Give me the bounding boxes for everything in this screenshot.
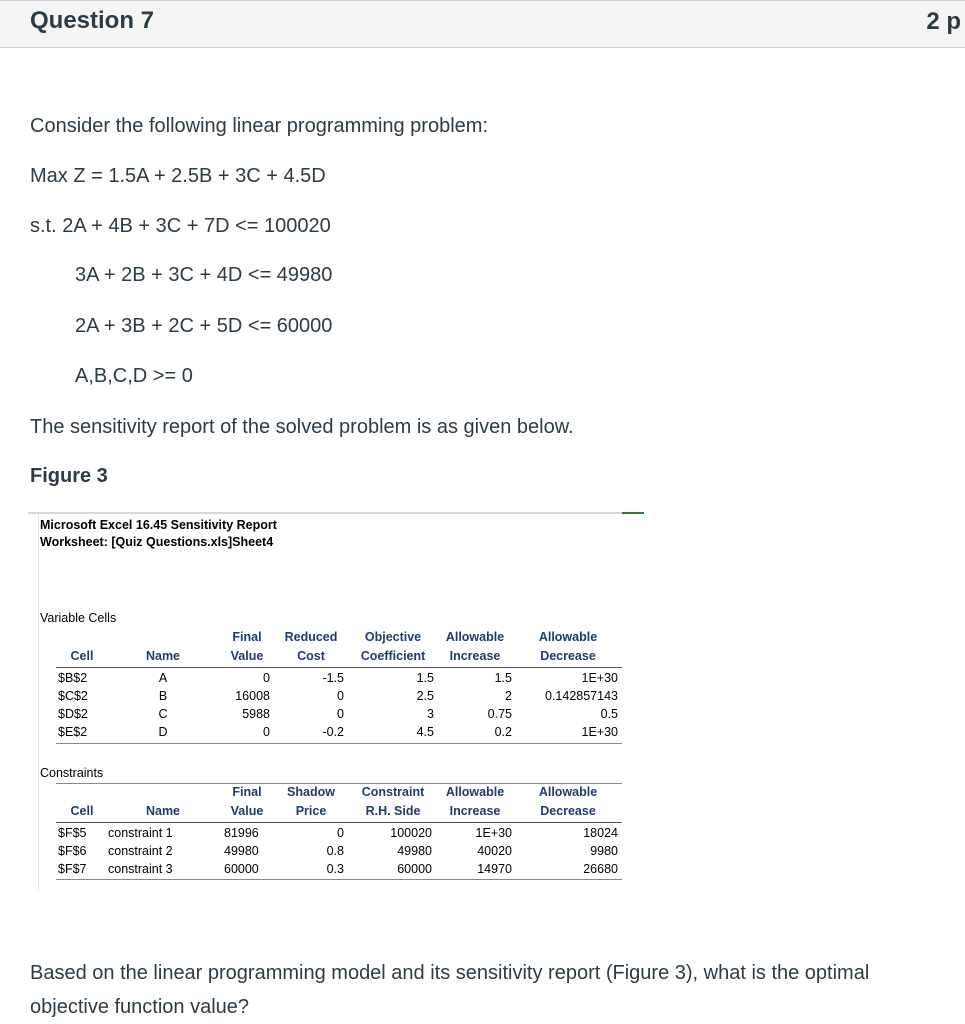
con-header-rhs-2: R.H. Side: [365, 804, 421, 818]
var-bottom-rule: [56, 743, 622, 744]
con-rhs-cell: 100020: [390, 826, 432, 840]
constraints-heading: Constraints: [40, 766, 104, 780]
var-header-final-1: Final: [232, 630, 262, 644]
var-header-objective-2: Coefficient: [360, 649, 426, 663]
var-name-cell: B: [158, 689, 168, 703]
var-header-decrease-2: Decrease: [540, 649, 596, 663]
report-top-accent: [622, 512, 644, 514]
var-header-decrease-1: Allowable: [538, 630, 598, 644]
report-worksheet: Worksheet: [Quiz Questions.xls]Sheet4: [40, 535, 274, 549]
con-inc-cell: 1E+30: [475, 826, 512, 840]
con-dec-cell: 26680: [583, 862, 618, 876]
var-coef-cell: 2.5: [416, 689, 434, 703]
question-text-line-2: objective function value?: [30, 996, 250, 1018]
var-name-cell: C: [158, 707, 168, 721]
con-final-cell: 81996: [224, 826, 259, 840]
con-dec-cell: 18024: [583, 826, 618, 840]
sensitivity-report-figure: [28, 512, 644, 890]
nonnegativity-text: A,B,C,D >= 0: [75, 365, 193, 387]
objective-function: Max Z = 1.5A + 2.5B + 3C + 4.5D: [30, 165, 326, 187]
con-header-rhs-1: Constraint: [361, 785, 425, 799]
con-inc-cell: 40020: [477, 844, 512, 858]
var-cell-cell: $D$2: [58, 707, 88, 721]
report-intro-text: The sensitivity report of the solved problem is as given below.: [30, 416, 574, 438]
var-reduced-cell: 0: [337, 707, 344, 721]
con-name-cell: constraint 1: [108, 826, 173, 840]
var-inc-cell: 0.2: [494, 725, 512, 739]
var-reduced-cell: -0.2: [322, 725, 344, 739]
var-inc-cell: 1.5: [494, 671, 512, 685]
con-cell-cell: $F$5: [58, 826, 87, 840]
var-final-cell: 16008: [235, 689, 270, 703]
con-header-decrease-2: Decrease: [540, 804, 596, 818]
con-header-final-1: Final: [232, 785, 262, 799]
var-header-name: Name: [145, 649, 181, 663]
con-top-rule: [56, 783, 622, 784]
var-coef-cell: 1.5: [416, 671, 434, 685]
con-shadow-cell: 0.3: [326, 862, 344, 876]
var-dec-cell: 1E+30: [581, 725, 618, 739]
con-header-increase-2: Increase: [449, 804, 501, 818]
var-dec-cell: 0.5: [600, 707, 618, 721]
var-header-reduced-2: Cost: [297, 649, 325, 663]
var-coef-cell: 4.5: [416, 725, 434, 739]
var-final-cell: 0: [263, 725, 270, 739]
var-inc-cell: 2: [505, 689, 512, 703]
var-header-increase-1: Allowable: [445, 630, 505, 644]
con-name-cell: constraint 3: [108, 862, 173, 876]
var-header-final-2: Value: [230, 649, 264, 663]
var-header-cell: Cell: [70, 649, 94, 663]
var-coef-cell: 3: [427, 707, 434, 721]
constraint-3-text: 2A + 3B + 2C + 5D <= 60000: [75, 315, 333, 337]
con-final-cell: 60000: [224, 862, 259, 876]
var-final-cell: 5988: [242, 707, 270, 721]
con-header-rule: [56, 822, 622, 823]
con-bottom-rule: [56, 879, 622, 880]
var-name-cell: A: [158, 671, 168, 685]
var-dec-cell: 1E+30: [581, 671, 618, 685]
constraint-2-text: 3A + 2B + 3C + 4D <= 49980: [75, 264, 333, 286]
con-name-cell: constraint 2: [108, 844, 173, 858]
con-header-final-2: Value: [230, 804, 264, 818]
con-header-name: Name: [145, 804, 181, 818]
question-title: Question 7: [30, 7, 155, 34]
intro-text: Consider the following linear programming problem:: [30, 115, 488, 137]
con-shadow-cell: 0.8: [326, 844, 344, 858]
question-text-line-1: Based on the linear programming model and its sensitivity report (Figure 3), what is the optimal: [30, 962, 870, 984]
var-header-objective-1: Objective: [364, 630, 422, 644]
var-cell-cell: $C$2: [58, 689, 88, 703]
var-reduced-cell: 0: [337, 689, 344, 703]
con-rhs-cell: 49980: [397, 844, 432, 858]
report-title: Microsoft Excel 16.45 Sensitivity Report: [40, 518, 277, 532]
variable-cells-heading: Variable Cells: [40, 611, 117, 625]
report-top-border: [28, 512, 644, 514]
con-header-decrease-1: Allowable: [538, 785, 598, 799]
con-cell-cell: $F$7: [58, 862, 87, 876]
con-header-increase-1: Allowable: [445, 785, 505, 799]
question-points: 2 p: [926, 8, 961, 35]
var-header-increase-2: Increase: [449, 649, 501, 663]
con-header-shadow-2: Price: [295, 804, 327, 818]
constraint-1-text: s.t. 2A + 4B + 3C + 7D <= 100020: [30, 215, 331, 237]
var-final-cell: 0: [263, 671, 270, 685]
report-left-gridline: [38, 514, 39, 890]
figure-label: Figure 3: [30, 465, 108, 487]
con-dec-cell: 9980: [590, 844, 618, 858]
question-header: [0, 0, 965, 48]
var-cell-cell: $B$2: [58, 671, 88, 685]
con-header-cell: Cell: [70, 804, 94, 818]
con-cell-cell: $F$6: [58, 844, 87, 858]
var-reduced-cell: -1.5: [322, 671, 344, 685]
con-header-shadow-1: Shadow: [287, 785, 335, 799]
var-inc-cell: 0.75: [487, 707, 512, 721]
con-inc-cell: 14970: [477, 862, 512, 876]
var-cell-cell: $E$2: [58, 725, 88, 739]
con-rhs-cell: 60000: [397, 862, 432, 876]
var-header-reduced-1: Reduced: [284, 630, 338, 644]
var-dec-cell: 0.142857143: [545, 689, 618, 703]
con-shadow-cell: 0: [337, 826, 344, 840]
var-name-cell: D: [158, 725, 168, 739]
var-header-rule: [56, 667, 622, 668]
con-final-cell: 49980: [224, 844, 259, 858]
